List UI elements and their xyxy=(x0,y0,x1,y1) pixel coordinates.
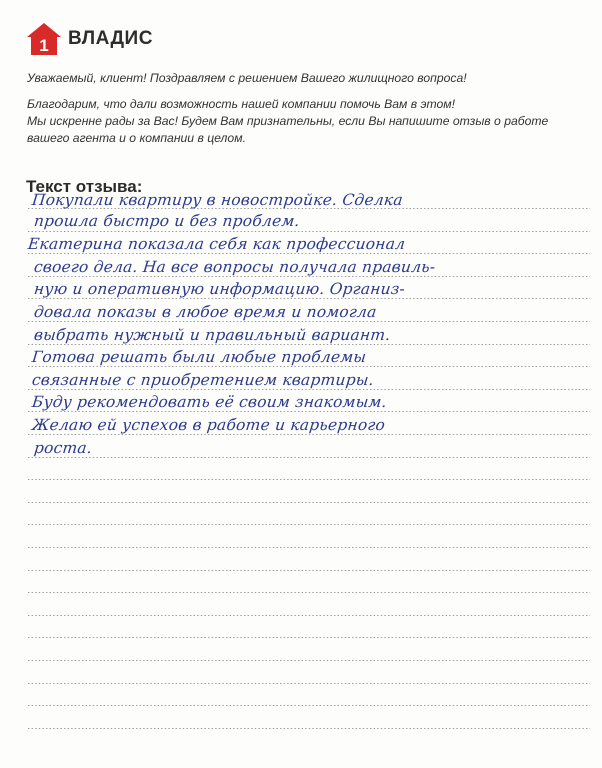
handwritten-line: Буду рекомендовать её своим знакомым. xyxy=(31,393,388,411)
handwritten-line: ную и оперативную информацию. Организ- xyxy=(33,280,406,298)
handwritten-line: довала показы в любое время и помогла xyxy=(33,303,378,321)
handwritten-line: Готова решать были любые проблемы xyxy=(31,348,368,366)
handwritten-line: выбрать нужный и правильный вариант. xyxy=(33,326,392,344)
handwritten-line: Покупали квартиру в новостройке. Сделка xyxy=(31,191,404,209)
logo-digit: 1 xyxy=(39,36,49,55)
handwritten-line: Екатерина показала себя как профессионал xyxy=(27,235,407,253)
review-heading: Текст отзыва: xyxy=(26,177,143,196)
thanks-line: Мы искренне рады за Вас! Будем Вам признательны, если Вы напишите отзыв о работе xyxy=(27,114,549,128)
brand-name: ВЛАДИС xyxy=(68,28,153,49)
thanks-line: Благодарим, что дали возможность нашей компании помочь Вам в этом! xyxy=(27,97,456,111)
handwritten-line: роста. xyxy=(33,439,93,457)
handwritten-line: Желаю ей успехов в работе и карьерного xyxy=(31,416,387,434)
greeting-line: Уважаемый, клиент! Поздравляем с решением Вашего жилищного вопроса! xyxy=(27,71,467,85)
handwritten-line: связанные с приобретением квартиры. xyxy=(31,371,375,389)
handwritten-line: прошла быстро и без проблем. xyxy=(33,212,301,230)
handwritten-line: своего дела. На все вопросы получала правиль- xyxy=(33,258,437,276)
thanks-line: вашего агента и о компании в целом. xyxy=(27,131,246,145)
